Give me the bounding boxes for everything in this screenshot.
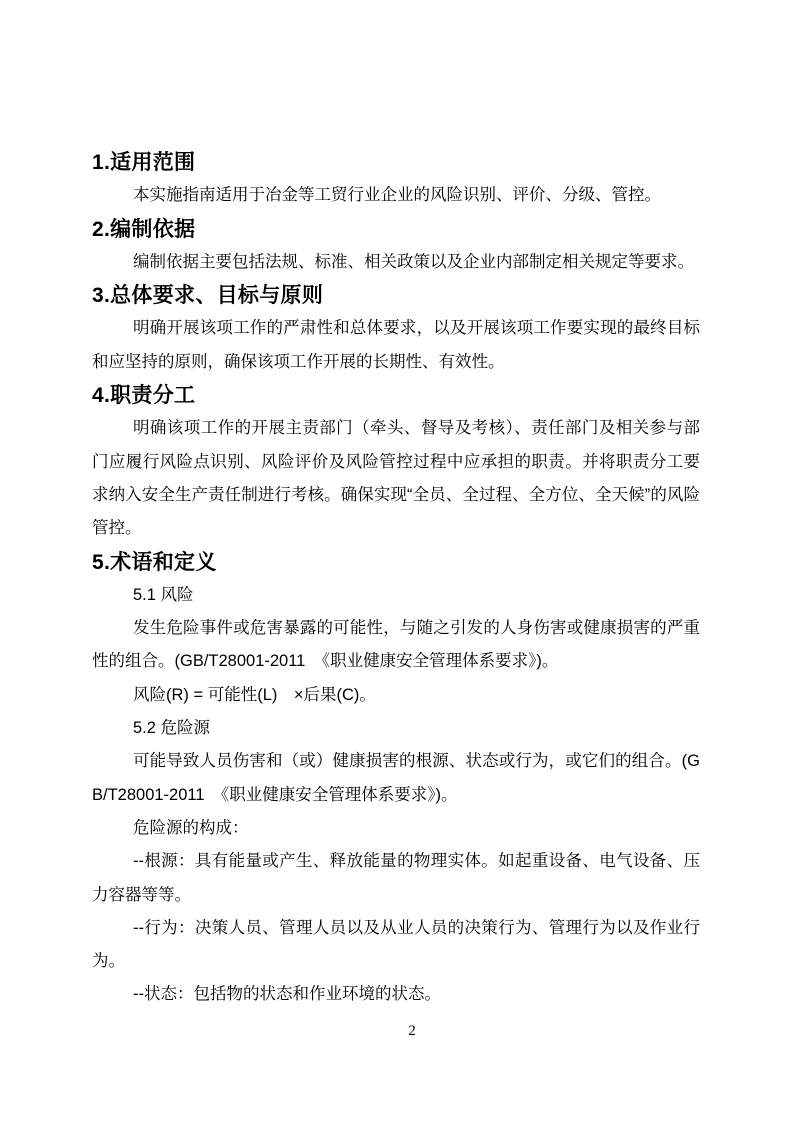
- paragraph: 5.1 风险: [133, 585, 194, 604]
- paragraph: 明确该项工作的开展主责部门（牵头、督导及考核）、责任部门及相关参与部门应履行风险点识别、风险评价及风险管控过程中应承担的职责。并将职责分工要求纳入安全生产责任制进行考核。确保实现“全员、全过程、全方位、全天候”的风险管控。: [92, 419, 700, 538]
- paragraph: 发生危险事件或危害暴露的可能性，与随之引发的人身伤害或健康损害的严重性的组合。(GB/T28001-2011 《职业健康安全管理体系要求》)。: [92, 619, 700, 671]
- paragraph: 可能导致人员伤害和（或）健康损害的根源、状态或行为，或它们的组合。(GB/T28001-2011 《职业健康安全管理体系要求》)。: [92, 752, 700, 804]
- paragraph: --状态：包括物的状态和作业环境的状态。: [133, 985, 441, 1004]
- paragraph: 本实施指南适用于冶金等工贸行业企业的风险识别、评价、分级、管控。: [133, 186, 661, 205]
- page-number: 2: [408, 1023, 416, 1039]
- section-heading: 4.职责分工: [92, 384, 196, 408]
- paragraph: 风险(R) = 可能性(L) ×后果(C)。: [133, 685, 376, 704]
- paragraph: --行为：决策人员、管理人员以及从业人员的决策行为、管理行为以及作业行为。: [92, 918, 700, 971]
- section-heading: 5.术语和定义: [92, 550, 217, 574]
- section-heading: 3.总体要求、目标与原则: [92, 284, 324, 308]
- paragraph: 明确开展该项工作的严肃性和总体要求，以及开展该项工作要实现的最终目标和应坚持的原则，确保该项工作开展的长期性、有效性。: [92, 319, 700, 371]
- document-content: [92, 146, 700, 1012]
- section-heading: 2.编制依据: [92, 217, 196, 241]
- paragraph: 5.2 危险源: [133, 719, 211, 738]
- paragraph: 编制依据主要包括法规、标准、相关政策以及企业内部制定相关规定等要求。: [133, 252, 694, 271]
- section-heading: 1.适用范围: [92, 151, 196, 174]
- paragraph: 危险源的构成：: [133, 818, 249, 837]
- paragraph: --根源：具有能量或产生、释放能量的物理实体。如起重设备、电气设备、压力容器等等。: [92, 852, 700, 904]
